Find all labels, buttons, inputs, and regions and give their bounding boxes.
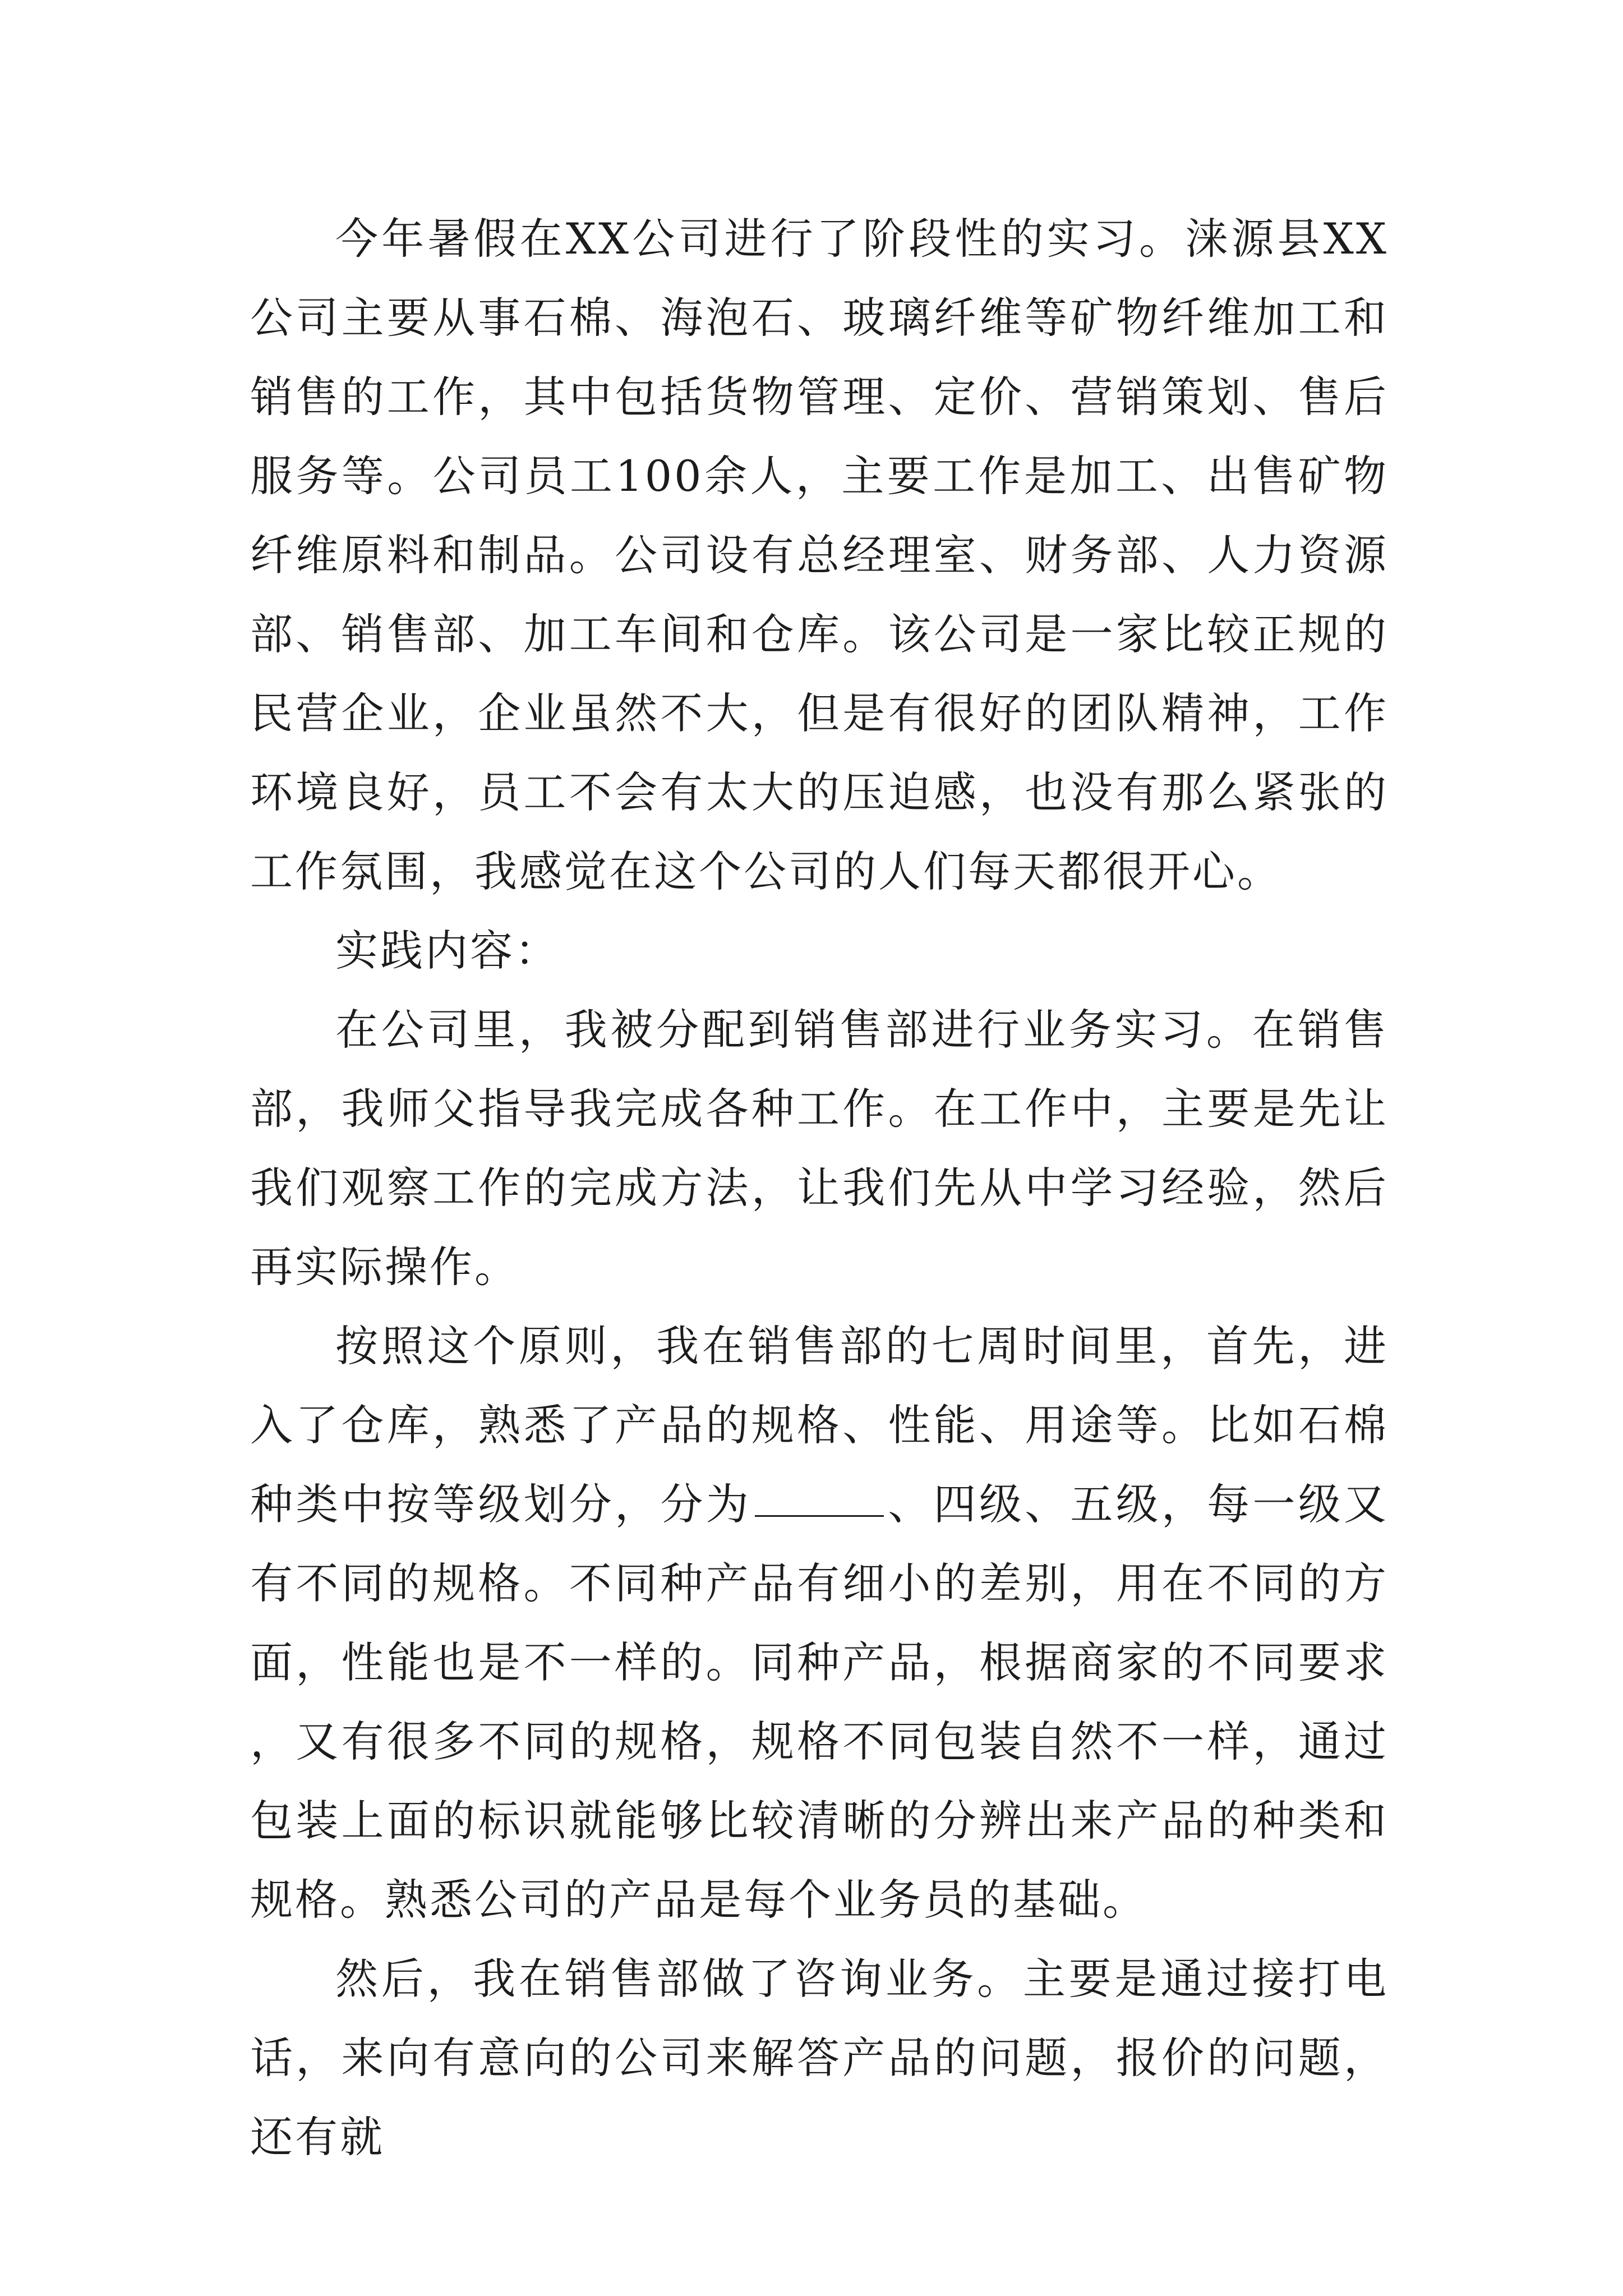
paragraph-sales-assignment: 在公司里，我被分配到销售部进行业务实习。在销售部，我师父指导我完成各种工作。在工作中，主要是先让我们观察工作的完成方法，让我们先从中学习经验，然后再实际操作。	[250, 1005, 1389, 1292]
paragraph-text-after-blank: 、四级、五级，每一级又有不同的规格。不同种产品有细小的差别，用在不同的方面，性能也是不一样的。同种产品，根据商家的不同要求，又有很多不同的规格，规格不同包装自然不一样，通过包装上面的标识就能够比较清晰的分辨出来产品的种类和规格。熟悉公司的产品是每个业务员的基础。	[250, 1479, 1389, 1925]
paragraph-warehouse-products	[250, 1306, 1389, 1939]
document-body	[250, 199, 1389, 2177]
paragraph-practice-heading: 实践内容：	[335, 926, 560, 976]
paragraph-company-intro: 今年暑假在XX公司进行了阶段性的实习。涞源县XX公司主要从事石棉、海泡石、玻璃纤维等矿物纤维加工和销售的工作，其中包括货物管理、定价、营销策划、售后服务等。公司员工100余人，主要工作是加工、出售矿物纤维原料和制品。公司设有总经理室、财务部、人力资源部、销售部、加工车间和仓库。该公司是一家比较正规的民营企业，企业虽然不大，但是有很好的团队精神，工作环境良好，员工不会有太大的压迫感，也没有那么紧张的工作氛围，我感觉在这个公司的人们每天都很开心。	[250, 214, 1389, 896]
fill-in-blank	[755, 1481, 884, 1517]
paragraph-text-before-blank: 按照这个原则，我在销售部的七周时间里，首先，进入了仓库，熟悉了产品的规格、性能、用途等。比如石棉种类中按等级划分，分为	[250, 1321, 1389, 1529]
paragraph-consulting: 然后，我在销售部做了咨询业务。主要是通过接打电话，来向有意向的公司来解答产品的问题，报价的问题，还有就	[250, 1954, 1389, 2162]
